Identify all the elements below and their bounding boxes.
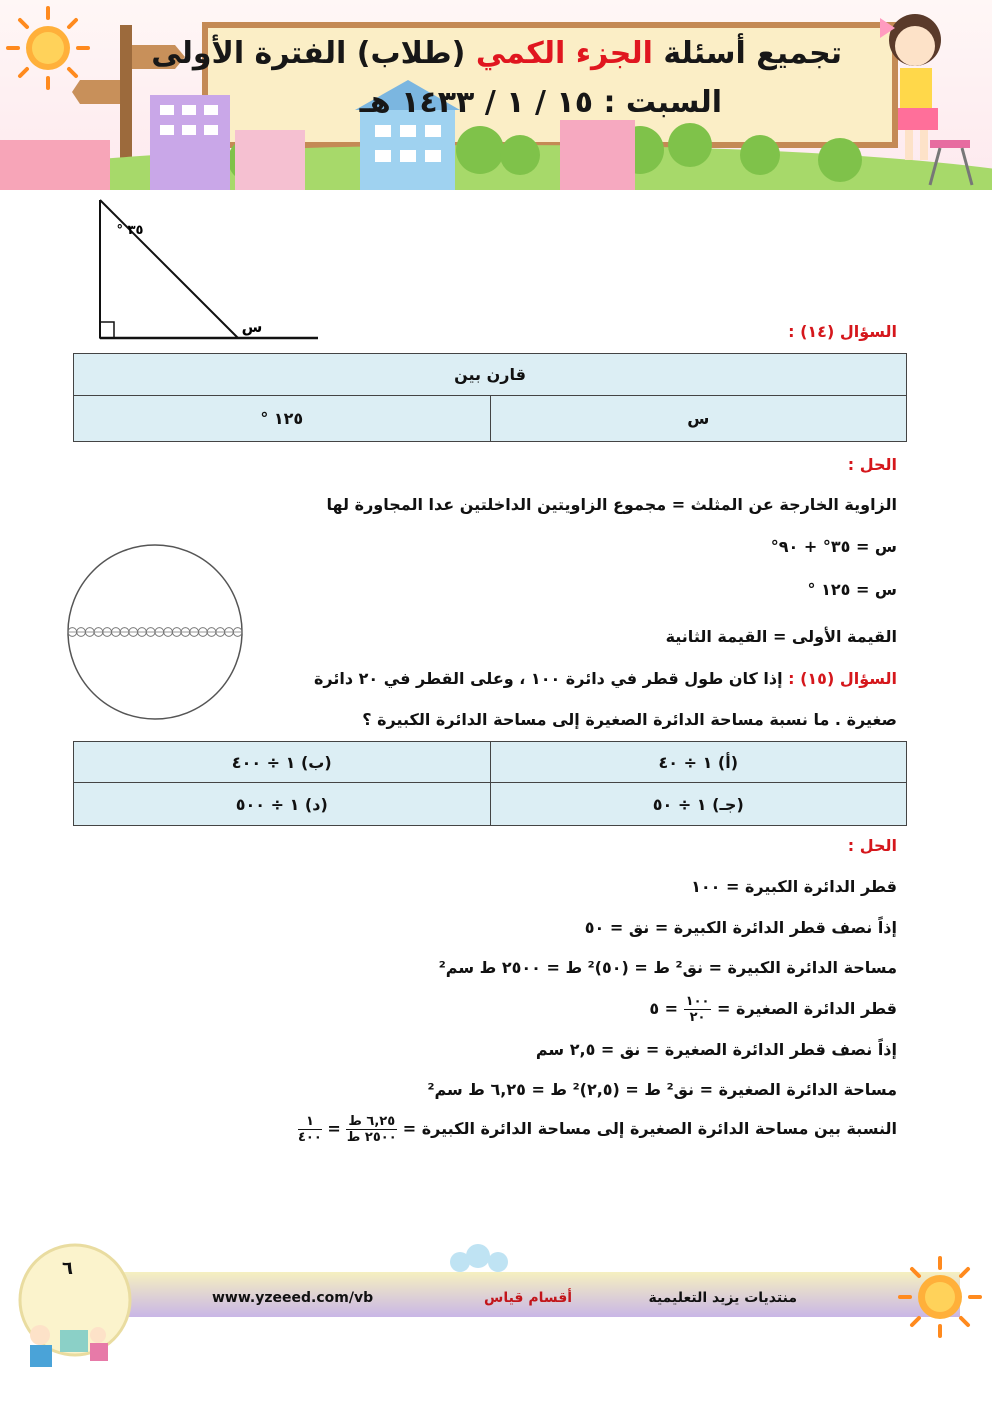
footer-section: أقسام قياس [484, 1290, 573, 1306]
compare-header: قارن بين [74, 354, 907, 396]
x-label: س [241, 318, 263, 336]
option-a[interactable]: (أ) ١ ÷ ٤٠ [490, 742, 907, 783]
fraction: $\frac{١٠٠}{٢٠}$ [685, 994, 710, 1025]
footer-url[interactable]: www.yzeeed.com/vb [212, 1290, 374, 1306]
solution-14-line: س = ٣٥° + ٩٠° [770, 537, 897, 556]
solution-15-line: مساحة الدائرة الكبيرة = نق² ط = (٥٠)² ط = ٢٥٠٠ ط سم² [438, 958, 897, 977]
page-title: تجميع أسئلة الجزء الكمي (طلاب) الفترة الأولى [151, 36, 842, 71]
footer-forum: منتديات يزيد التعليمية [648, 1290, 797, 1306]
compare-col-b: ١٢٥ ° [74, 396, 491, 442]
solution-15-line: النسبة بين مساحة الدائرة الصغيرة إلى مساحة الدائرة الكبيرة = $\frac{\text{٦,٢٥ ط}}{\text{٢٥٠٠ ط}}$ = $\frac{١}{٤٠٠}$ [298, 1114, 897, 1145]
page-footer [0, 1240, 992, 1403]
question-15-line1: السؤال (١٥) : إذا كان طول قطر في دائرة ١٠٠ ، وعلى القطر في ٢٠ دائرة [313, 669, 897, 688]
people-illustration [30, 1325, 108, 1367]
fraction: $\frac{١}{٤٠٠}$ [298, 1114, 322, 1145]
solution-15-line: قطر الدائرة الكبيرة = ١٠٠ [691, 877, 897, 896]
solution-15-line: قطر الدائرة الصغيرة = $\frac{١٠٠}{٢٠}$ = ٥ [649, 994, 897, 1025]
compare-col-a: س [490, 396, 907, 442]
page-header [0, 0, 992, 190]
options-table [73, 741, 907, 826]
solution-15-label: الحل : [847, 836, 897, 855]
question-15-label: السؤال (١٥) : [788, 669, 897, 688]
sun-icon [900, 1258, 980, 1336]
sun-icon [8, 8, 88, 88]
footer-illustration [0, 1240, 992, 1403]
question-14-label: السؤال (١٤) : [788, 322, 897, 341]
triangle-figure [90, 190, 330, 350]
solution-15-line: إذاً نصف قطر الدائرة الكبيرة = نق = ٥٠ [584, 918, 897, 937]
compare-table [73, 353, 907, 442]
solution-14-line: الزاوية الخارجة عن المثلث = مجموع الزاويتين الداخلتين عدا المجاورة لها [326, 495, 897, 514]
solution-15-line: إذاً نصف قطر الدائرة الصغيرة = نق = ٢,٥ سم [535, 1040, 897, 1059]
cloud-icon [450, 1244, 508, 1272]
page-number: ٦ [62, 1258, 73, 1279]
solution-15-line: مساحة الدائرة الصغيرة = نق² ط = (٢,٥)² ط = ٦,٢٥ ط سم² [427, 1080, 897, 1099]
circle-figure [62, 544, 252, 720]
option-b[interactable]: (ب) ١ ÷ ٤٠٠ [74, 742, 491, 783]
solution-14-line: القيمة الأولى = القيمة الثانية [665, 627, 897, 646]
page-date: السبت : ١٥ / ١ / ١٤٣٣ هـ [359, 85, 722, 120]
solution-14-line: س = ١٢٥ ° [807, 580, 897, 599]
option-d[interactable]: (د) ١ ÷ ٥٠٠ [74, 783, 491, 826]
question-15-line2: صغيرة . ما نسبة مساحة الدائرة الصغيرة إلى مساحة الدائرة الكبيرة ؟ [362, 710, 897, 729]
option-c[interactable]: (جـ) ١ ÷ ٥٠ [490, 783, 907, 826]
solution-14-label: الحل : [847, 455, 897, 474]
angle-label: ٣٥ ° [116, 223, 144, 238]
fraction: $\frac{\text{٦,٢٥ ط}}{\text{٢٥٠٠ ط}}$ [346, 1114, 397, 1145]
